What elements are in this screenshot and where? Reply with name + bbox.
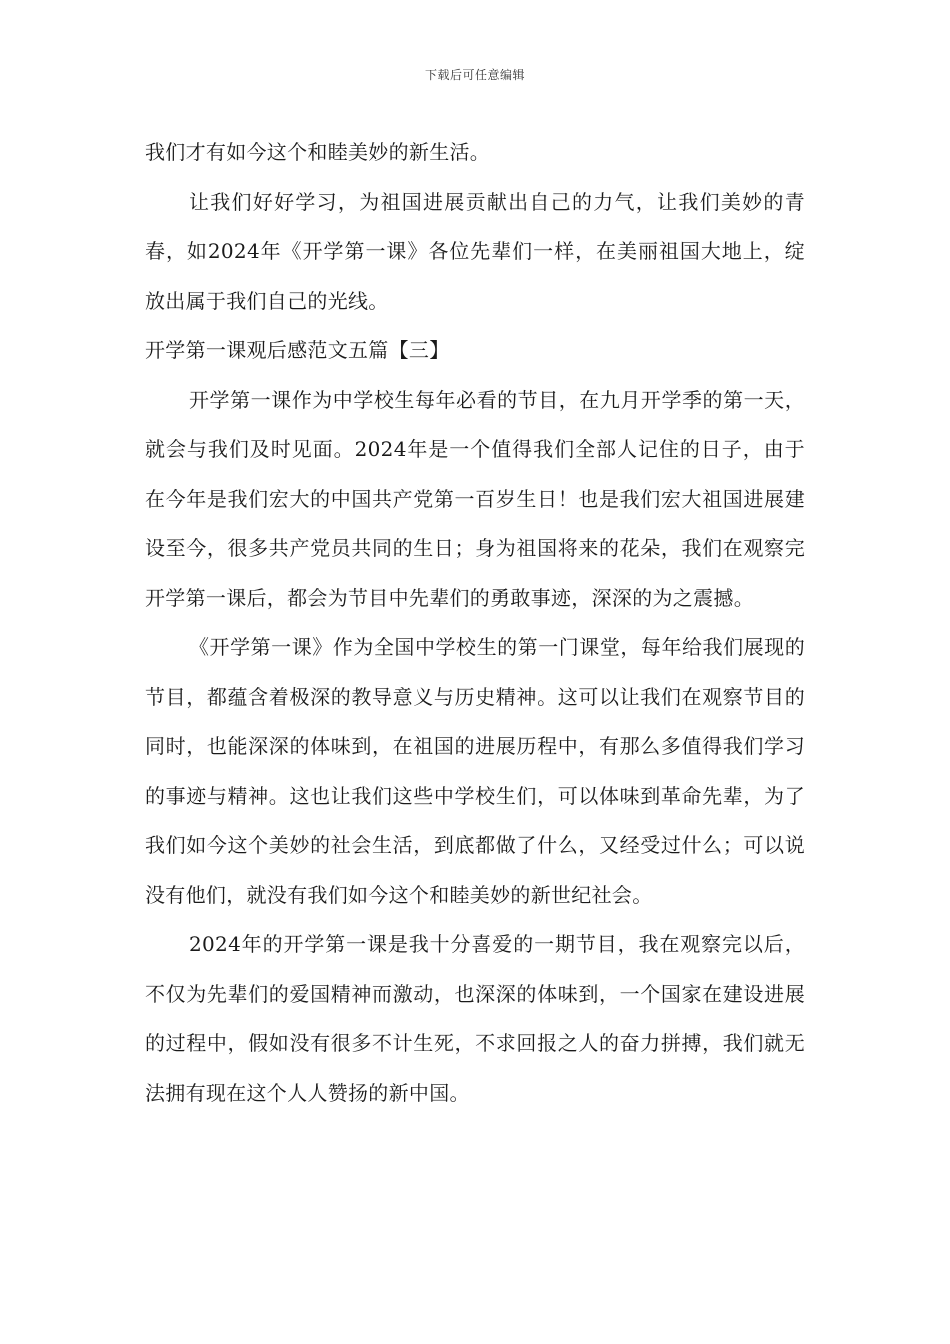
document-body	[145, 128, 805, 1118]
paragraph: 让我们好好学习，为祖国进展贡献出自己的力气，让我们美妙的青春，如2024年《开学第一课》各位先辈们一样，在美丽祖国大地上，绽放出属于我们自己的光线。	[145, 189, 805, 313]
paragraph: 开学第一课作为中学校生每年必看的节目，在九月开学季的第一天，就会与我们及时见面。2024年是一个值得我们全部人记住的日子，由于在今年是我们宏大的中国共产党第一百岁生日！也是我们宏大祖国进展建设至今，很多共产党员共同的生日；身为祖国将来的花朵，我们在观察完开学第一课后，都会为节目中先辈们的勇敢事迹，深深的为之震撼。	[145, 387, 805, 610]
paragraph: 《开学第一课》作为全国中学校生的第一门课堂，每年给我们展现的节目，都蕴含着极深的教导意义与历史精神。这可以让我们在观察节目的同时，也能深深的体味到，在祖国的进展历程中，有那么多值得我们学习的事迹与精神。这也让我们这些中学校生们，可以体味到革命先辈，为了我们如今这个美妙的社会生活，到底都做了什么，又经受过什么；可以说没有他们，就没有我们如今这个和睦美妙的新世纪社会。	[145, 635, 805, 907]
page-header-note: 下载后可任意编辑	[424, 68, 525, 82]
paragraph-continuation: 我们才有如今这个和睦美妙的新生活。	[145, 140, 491, 164]
paragraph: 2024年的开学第一课是我十分喜爱的一期节目，我在观察完以后，不仅为先辈们的爱国精神而激动，也深深的体味到，一个国家在建设进展的过程中，假如没有很多不计生死，不求回报之人的奋力拼搏，我们就无法拥有现在这个人人赞扬的新中国。	[145, 932, 805, 1105]
section-title: 开学第一课观后感范文五篇【三】	[145, 338, 450, 362]
